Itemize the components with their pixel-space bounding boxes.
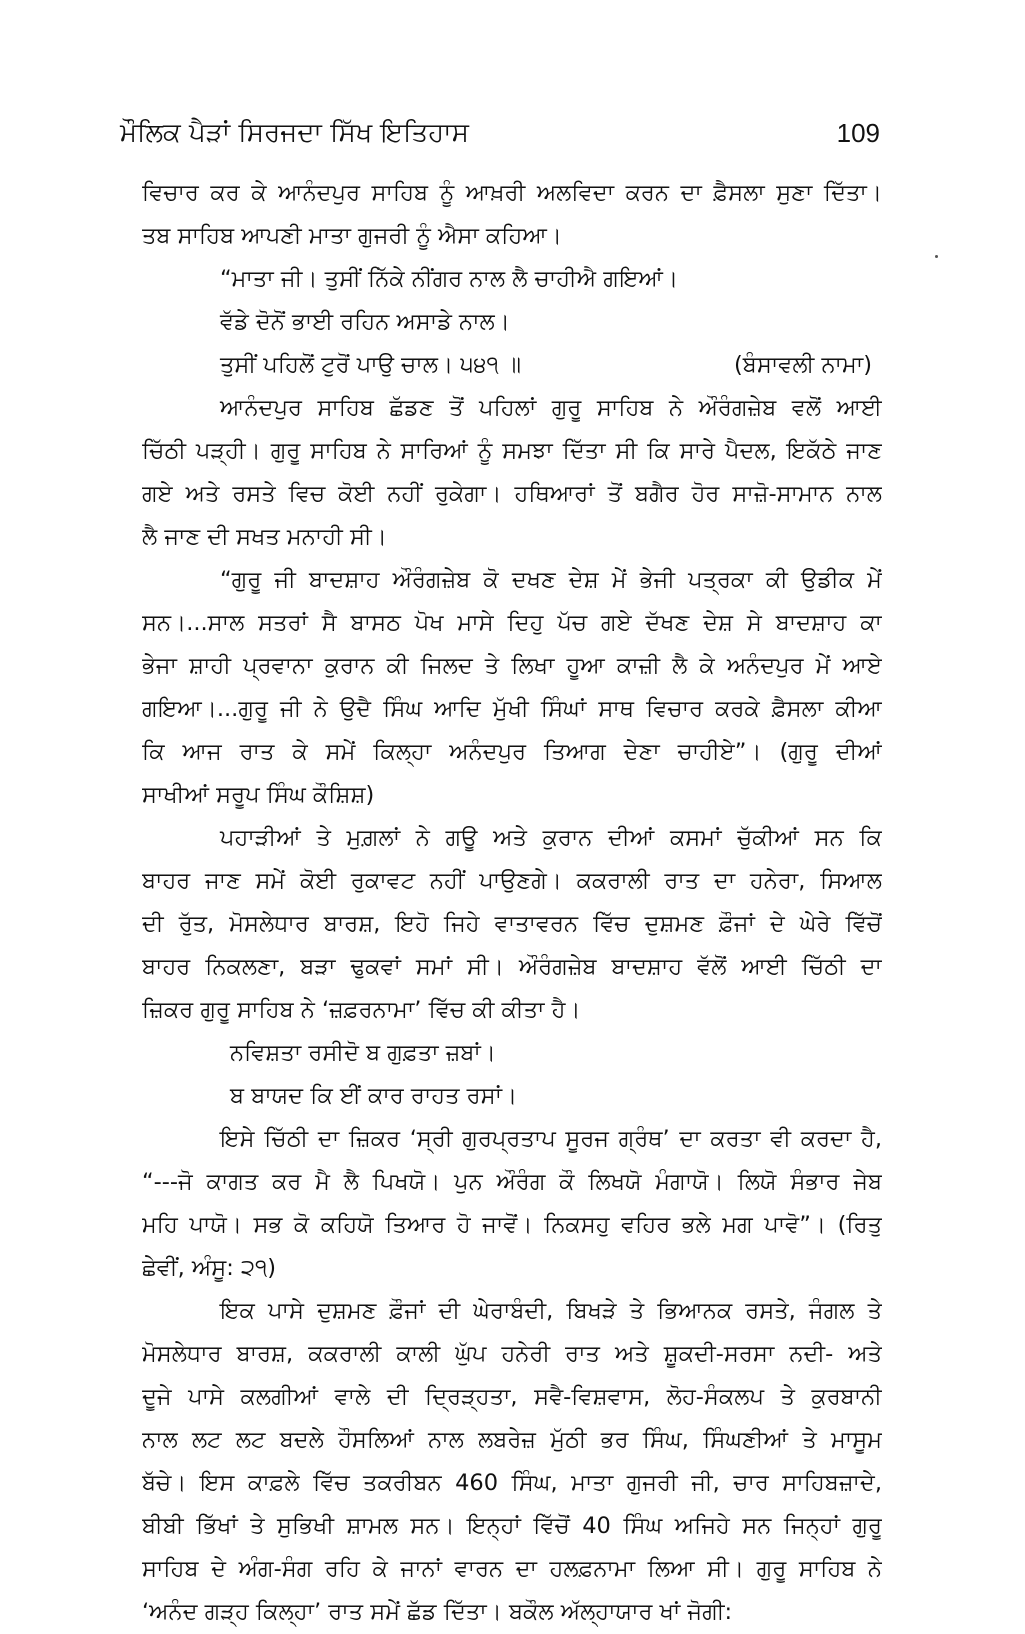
quote-start: “ਗੁਰੂ ਜੀ ਬਾਦਸ਼ਾਹ ਔਰੰਗਜ਼ੇਬ ਕੋ ਦਖਣ ਦੇਸ਼ ਮੇਂ ਭੇਜੀ ਪਤ੍ਰਕਾ ਕੀ ਉਡੀਕ ਮੇਂ [220, 567, 882, 593]
page-number: 109 [836, 118, 880, 148]
page-header [120, 118, 880, 158]
verse-text: ਤੁਸੀਂ ਪਹਿਲੋਂ ਟੁਰੋਂ ਪਾਉ ਚਾਲ। ੫੪੧ ॥ [220, 352, 522, 378]
text-line: ਦੀ ਰੁੱਤ, ਮੋਸਲੇਧਾਰ ਬਾਰਸ਼, ਇਹੋ ਜਿਹੇ ਵਾਤਾਵਰਨ ਵਿੱਚ ਦੁਸ਼ਮਣ ਫ਼ੌਜਾਂ ਦੇ ਘੇਰੇ ਵਿੱਚੋਂ [142, 911, 882, 937]
scan-speck [935, 255, 938, 258]
paragraph-start: ਆਨੰਦਪੁਰ ਸਾਹਿਬ ਛੱਡਣ ਤੋਂ ਪਹਿਲਾਂ ਗੁਰੂ ਸਾਹਿਬ ਨੇ ਔਰੰਗਜ਼ੇਬ ਵਲੋਂ ਆਈ [220, 395, 882, 421]
text-line: ਮੋਸਲੇਧਾਰ ਬਾਰਸ਼, ਕਕਰਾਲੀ ਕਾਲੀ ਘੁੱਪ ਹਨੇਰੀ ਰਾਤ ਅਤੇ ਸ਼ੂਕਦੀ-ਸਰਸਾ ਨਦੀ- ਅਤੇ [142, 1341, 882, 1367]
text-line: ਜ਼ਿਕਰ ਗੁਰੂ ਸਾਹਿਬ ਨੇ ‘ਜ਼ਫ਼ਰਨਾਮਾ’ ਵਿੱਚ ਕੀ ਕੀਤਾ ਹੈ। [142, 997, 581, 1023]
text-line: ਭੇਜਾ ਸ਼ਾਹੀ ਪ੍ਰਵਾਨਾ ਕੁਰਾਨ ਕੀ ਜਿਲਦ ਤੇ ਲਿਖਾ ਹੂਆ ਕਾਜ਼ੀ ਲੈ ਕੇ ਅਨੰਦਪੁਰ ਮੇਂ ਆਏ [142, 653, 882, 679]
paragraph-start: ਇਸੇ ਚਿੱਠੀ ਦਾ ਜ਼ਿਕਰ ‘ਸ੍ਰੀ ਗੁਰਪ੍ਰਤਾਪ ਸੂਰਜ ਗ੍ਰੰਥ’ ਦਾ ਕਰਤਾ ਵੀ ਕਰਦਾ ਹੈ, [220, 1126, 882, 1152]
text-line: ਵਿਚਾਰ ਕਰ ਕੇ ਆਨੰਦਪੁਰ ਸਾਹਿਬ ਨੂੰ ਆਖ਼ਰੀ ਅਲਵਿਦਾ ਕਰਨ ਦਾ ਫ਼ੈਸਲਾ ਸੁਣਾ ਦਿੱਤਾ। [142, 180, 882, 206]
text-line: ਬੀਬੀ ਭਿੱਖਾਂ ਤੇ ਸੁਭਿਖੀ ਸ਼ਾਮਲ ਸਨ। ਇਨ੍ਹਾਂ ਵਿੱਚੋਂ 40 ਸਿੰਘ ਅਜਿਹੇ ਸਨ ਜਿਨ੍ਹਾਂ ਗੁਰੂ [142, 1513, 882, 1539]
text-line: ਮਹਿ ਪਾਯੋ। ਸਭ ਕੋ ਕਹਿਯੋ ਤਿਆਰ ਹੋ ਜਾਵੋਂ। ਨਿਕਸਹੁ ਵਹਿਰ ਭਲੇ ਮਗ ਪਾਵੋ”। (ਰਿਤੁ [142, 1212, 882, 1238]
verse-line: ਨਵਿਸ਼ਤਾ ਰਸੀਦੋ ਬ ਗੁਫ਼ਤਾ ਜ਼ਬਾਂ। [230, 1040, 496, 1066]
text-line: ਸਾਖੀਆਂ ਸਰੂਪ ਸਿੰਘ ਕੌਸ਼ਿਸ਼) [142, 782, 375, 808]
text-line: ਕਿ ਆਜ ਰਾਤ ਕੇ ਸਮੇਂ ਕਿਲ੍ਹਾ ਅਨੰਦਪੁਰ ਤਿਆਗ ਦੇਣਾ ਚਾਹੀਏ”। (ਗੁਰੂ ਦੀਆਂ [142, 739, 882, 765]
text-line: ਸਨ।...ਸਾਲ ਸਤਰਾਂ ਸੈ ਬਾਸਠ ਪੋਖ ਮਾਸੇ ਦਿਹੁ ਪੱਚ ਗਏ ਦੱਖਣ ਦੇਸ਼ ਸੇ ਬਾਦਸ਼ਾਹ ਕਾ [142, 610, 882, 636]
text-line: ਲੈ ਜਾਣ ਦੀ ਸਖਤ ਮਨਾਹੀ ਸੀ। [142, 524, 387, 550]
text-line: ਨਾਲ ਲਟ ਲਟ ਬਦਲੇ ਹੌਸਲਿਆਂ ਨਾਲ ਲਬਰੇਜ਼ ਮੁੱਠੀ ਭਰ ਸਿੰਘ, ਸਿੰਘਣੀਆਂ ਤੇ ਮਾਸੂਮ [142, 1427, 882, 1453]
text-line: ਦੂਜੇ ਪਾਸੇ ਕਲਗੀਆਂ ਵਾਲੇ ਦੀ ਦ੍ਰਿੜ੍ਹਤਾ, ਸਵੈ-ਵਿਸ਼ਵਾਸ, ਲੋਹ-ਸੰਕਲਪ ਤੇ ਕੁਰਬਾਨੀ [142, 1384, 882, 1410]
text-line: ਚਿੱਠੀ ਪੜ੍ਹੀ। ਗੁਰੂ ਸਾਹਿਬ ਨੇ ਸਾਰਿਆਂ ਨੂੰ ਸਮਝਾ ਦਿੱਤਾ ਸੀ ਕਿ ਸਾਰੇ ਪੈਦਲ, ਇਕੱਠੇ ਜਾਣ [142, 438, 882, 464]
text-line: ਗਏ ਅਤੇ ਰਸਤੇ ਵਿਚ ਕੋਈ ਨਹੀਂ ਰੁਕੇਗਾ। ਹਥਿਆਰਾਂ ਤੋਂ ਬਗੈਰ ਹੋਰ ਸਾਜ਼ੋ-ਸਾਮਾਨ ਨਾਲ [142, 481, 882, 507]
verse-line-with-source [142, 344, 882, 387]
verse-line: ਬ ਬਾਯਦ ਕਿ ਈਂ ਕਾਰ ਰਾਹਤ ਰਸਾਂ। [230, 1083, 518, 1109]
paragraph-start: ਪਹਾੜੀਆਂ ਤੇ ਮੁਗ਼ਲਾਂ ਨੇ ਗਊ ਅਤੇ ਕੁਰਾਨ ਦੀਆਂ ਕਸਮਾਂ ਚੁੱਕੀਆਂ ਸਨ ਕਿ [220, 825, 882, 851]
paragraph-start: ਇਕ ਪਾਸੇ ਦੁਸ਼ਮਣ ਫ਼ੌਜਾਂ ਦੀ ਘੇਰਾਬੰਦੀ, ਬਿਖੜੇ ਤੇ ਭਿਆਨਕ ਰਸਤੇ, ਜੰਗਲ ਤੇ [220, 1298, 882, 1324]
text-line: ਬਾਹਰ ਨਿਕਲਣਾ, ਬੜਾ ਢੁਕਵਾਂ ਸਮਾਂ ਸੀ। ਔਰੰਗਜ਼ੇਬ ਬਾਦਸ਼ਾਹ ਵੱਲੋਂ ਆਈ ਚਿੱਠੀ ਦਾ [142, 954, 882, 980]
text-line: “---ਜੋ ਕਾਗਤ ਕਰ ਮੈ ਲੈ ਪਿਖਯੋ। ਪੁਨ ਔਰੰਗ ਕੌ ਲਿਖਯੋ ਮੰਗਾਯੋ। ਲਿਯੋ ਸੰਭਾਰ ਜੇਬ [142, 1169, 882, 1195]
text-line: ਬਾਹਰ ਜਾਣ ਸਮੇਂ ਕੋਈ ਰੁਕਾਵਟ ਨਹੀਂ ਪਾਉਣਗੇ। ਕਕਰਾਲੀ ਰਾਤ ਦਾ ਹਨੇਰਾ, ਸਿਆਲ [142, 868, 882, 894]
running-title: ਮੌਲਿਕ ਪੈੜਾਂ ਸਿਰਜਦਾ ਸਿੱਖ ਇਤਿਹਾਸ [120, 118, 469, 148]
text-line: ਤਬ ਸਾਹਿਬ ਆਪਣੀ ਮਾਤਾ ਗੁਜਰੀ ਨੂੰ ਐਸਾ ਕਹਿਆ। [142, 223, 562, 249]
text-line: ਛੇਵੀਂ, ਅੰਸੂ: ੨੧) [142, 1255, 276, 1281]
verse-line: ਵੱਡੇ ਦੋਨੋਂ ਭਾਈ ਰਹਿਨ ਅਸਾਡੇ ਨਾਲ। [220, 309, 510, 335]
text-line: ਸਾਹਿਬ ਦੇ ਅੰਗ-ਸੰਗ ਰਹਿ ਕੇ ਜਾਨਾਂ ਵਾਰਨ ਦਾ ਹਲਫ਼ਨਾਮਾ ਲਿਆ ਸੀ। ਗੁਰੂ ਸਾਹਿਬ ਨੇ [142, 1556, 882, 1582]
body-text [142, 172, 882, 1634]
text-line: ‘ਅਨੰਦ ਗੜ੍ਹ ਕਿਲ੍ਹਾ’ ਰਾਤ ਸਮੇਂ ਛੱਡ ਦਿੱਤਾ। ਬਕੌਲ ਅੱਲ੍ਹਾਯਾਰ ਖਾਂ ਜੋਗੀ: [142, 1599, 733, 1625]
verse-line: “ਮਾਤਾ ਜੀ। ਤੁਸੀਂ ਨਿੱਕੇ ਨੀਂਗਰ ਨਾਲ ਲੈ ਚਾਹੀਐ ਗਇਆਂ। [220, 266, 679, 292]
text-line: ਗਇਆ।...ਗੁਰੂ ਜੀ ਨੇ ਉਦੈ ਸਿੰਘ ਆਦਿ ਮੁੱਖੀ ਸਿੰਘਾਂ ਸਾਥ ਵਿਚਾਰ ਕਰਕੇ ਫ਼ੈਸਲਾ ਕੀਆ [142, 696, 882, 722]
verse-source: (ਬੰਸਾਵਲੀ ਨਾਮਾ) [734, 352, 872, 378]
text-line: ਬੱਚੇ। ਇਸ ਕਾਫ਼ਲੇ ਵਿੱਚ ਤਕਰੀਬਨ 460 ਸਿੰਘ, ਮਾਤਾ ਗੁਜਰੀ ਜੀ, ਚਾਰ ਸਾਹਿਬਜ਼ਾਦੇ, [142, 1470, 882, 1496]
